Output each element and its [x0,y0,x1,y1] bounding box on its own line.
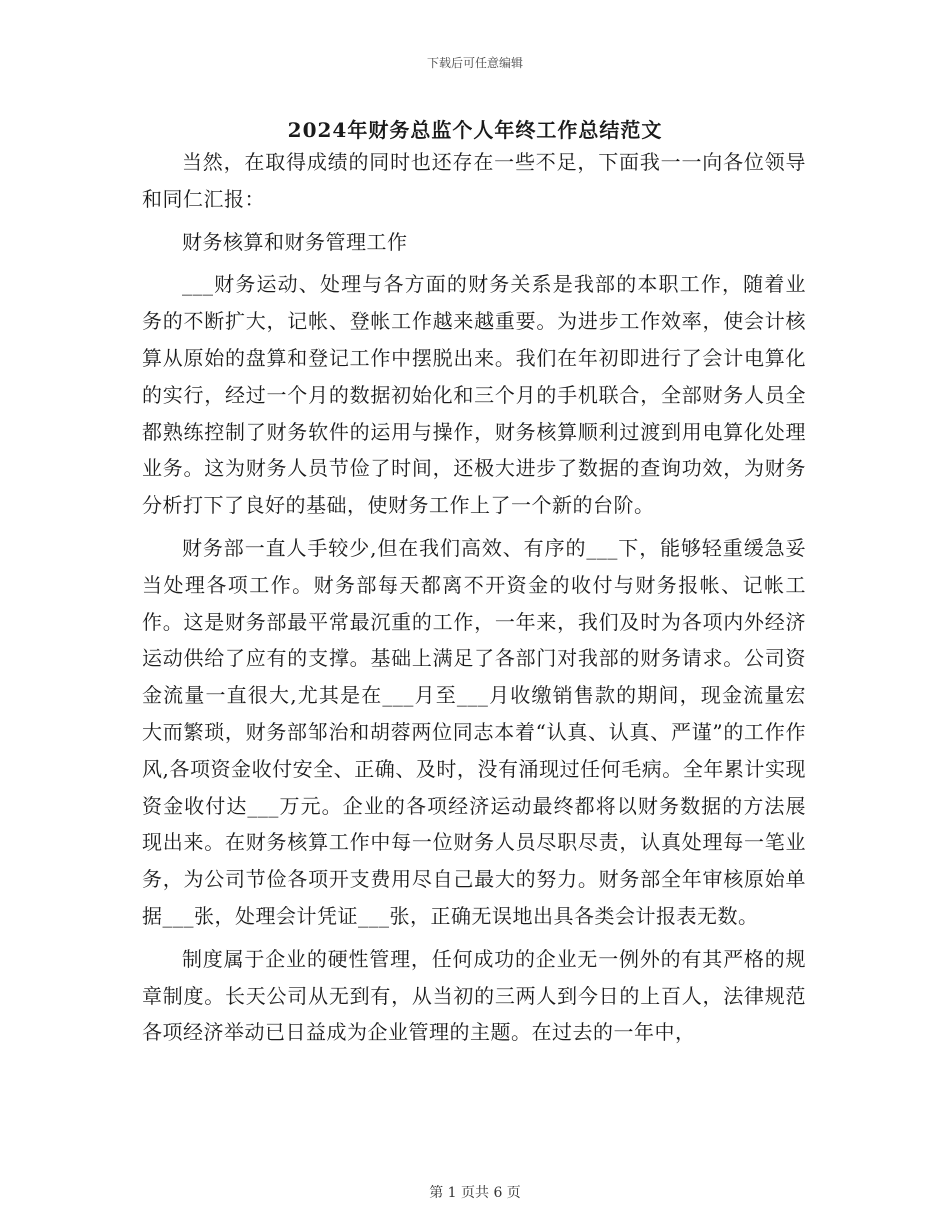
page-number: 第 1 页共 6 页 [429,1185,521,1201]
paragraph-section-heading: 财务核算和财务管理工作 [182,229,408,254]
paragraph-regulations: 制度属于企业的硬性管理，任何成功的企业无一例外的有其严格的规章制度。长天公司从无到有，从当初的三两人到今日的上百人，法律规范各项经济举动已日益成为企业管理的主题。在过去的一年中， [142,946,806,1045]
document-title: 2024年财务总监个人年终工作总结范文 [287,118,663,142]
page-header-note: 下载后可任意编辑 [426,56,523,70]
paragraph-funds: 财务部一直人手较少,但在我们高效、有序的___下，能够轻重缓急妥当处理各项工作。财务部每天都离不开资金的收付与财务报帐、记帐工作。这是财务部最平常最沉重的工作，一年来，我们及时为各项内外经济运动供给了应有的支撑。基础上满足了各部门对我部的财务请求。公司资金流量一直很大,尤其是在___月至___月收缴销售款的期间，现金流量宏大而繁琐，财务部邹治和胡蓉两位同志本着“认真、认真、严谨”的工作作风,各项资金收付安全、正确、及时，没有涌现过任何毛病。全年累计实现资金收付达___万元。企业的各项经济运动最终都将以财务数据的方法展现出来。在财务核算工作中每一位财务人员尽职尽责，认真处理每一笔业务，为公司节俭各项开支费用尽自己最大的努力。财务部全年审核原始单据___张，处理会计凭证___张，正确无误地出具各类会计报表无数。 [142,535,806,928]
document-body [142,144,806,1057]
paragraph-intro: 当然，在取得成绩的同时也还存在一些不足，下面我一一向各位领导和同仁汇报： [142,150,806,211]
paragraph-accounting: ___财务运动、处理与各方面的财务关系是我部的本职工作，随着业务的不断扩大，记帐、登帐工作越来越重要。为进步工作效率，使会计核算从原始的盘算和登记工作中摆脱出来。我们在年初即进行了会计电算化的实行，经过一个月的数据初始化和三个月的手机联合，全部财务人员全都熟练控制了财务软件的运用与操作，财务核算顺利过渡到用电算化处理业务。这为财务人员节俭了时间，还极大进步了数据的查询功效，为财务分析打下了良好的基础，使财务工作上了一个新的台阶。 [142,272,806,518]
